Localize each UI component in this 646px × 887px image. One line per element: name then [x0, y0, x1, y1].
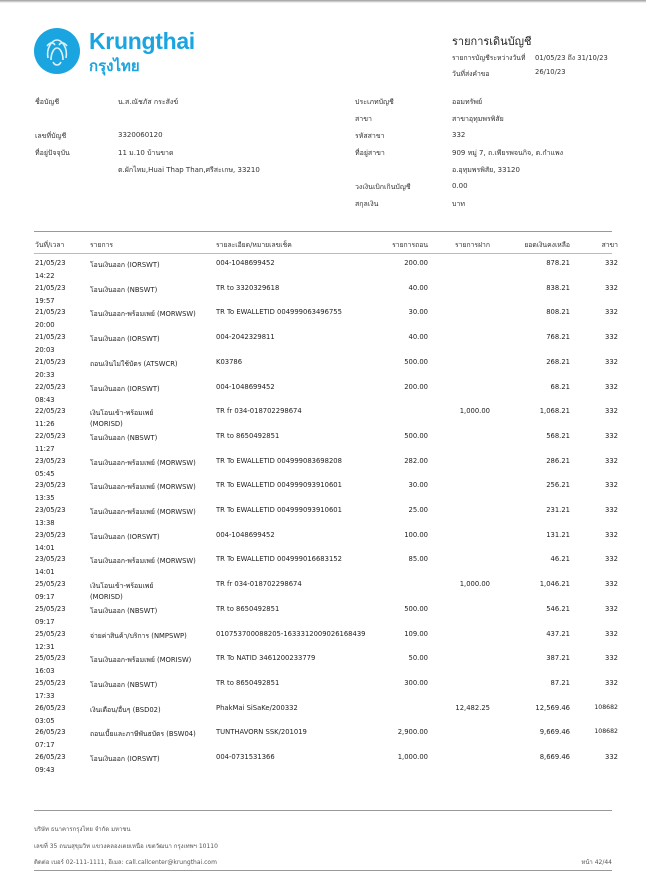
row-date: 23/05/23	[35, 555, 66, 564]
table-row	[0, 259, 646, 285]
table-row	[0, 333, 646, 359]
row-detail: TR fr 034-018702298674	[216, 407, 302, 416]
row-balance: 231.21	[546, 506, 570, 514]
table-row	[0, 531, 646, 557]
row-time: 07:17	[35, 741, 55, 750]
row-item: เงินโอนเข้า-พร้อมเพย์	[90, 409, 154, 418]
row-detail: 010753700088205-163331200902616​8439	[216, 629, 366, 638]
row-date: 21/05/23	[35, 357, 66, 366]
col-header-branch: สาขา	[601, 241, 618, 249]
row-date: 21/05/23	[35, 283, 66, 292]
row-date: 25/05/23	[35, 580, 66, 589]
overdraft-value: 0.00	[452, 182, 468, 190]
row-balance: 808.21	[546, 308, 570, 317]
row-withdraw: 50.00	[408, 654, 428, 663]
row-detail: TR To EWALLETID 004999083698208	[216, 456, 342, 465]
row-date: 23/05/23	[35, 506, 66, 514]
statement-title: รายการเดินบัญชี	[452, 35, 532, 48]
row-item: โอนเงินออก (NBSWT)	[90, 285, 158, 294]
row-detail: TR To EWALLETID 004999063496755	[216, 308, 342, 317]
row-branch: 332	[605, 654, 618, 663]
row-detail: TR fr 034-018702298674	[216, 580, 302, 589]
row-branch: 332	[605, 604, 618, 613]
row-time: 03:05	[35, 716, 55, 725]
row-detail: TR to 8650492851	[216, 431, 280, 440]
row-date: 26/05/23	[35, 753, 66, 761]
row-withdraw: 40.00	[408, 333, 428, 342]
row-detail: TR to 8650492851	[216, 678, 280, 687]
row-withdraw: 500.00	[404, 357, 428, 366]
table-top-divider	[34, 231, 612, 232]
row-date: 25/05/23	[35, 654, 66, 663]
row-item: โอนเงินออก (NBSWT)	[90, 433, 158, 442]
row-date: 23/05/23	[35, 481, 66, 490]
row-balance: 46.21	[550, 555, 570, 564]
row-item: โอนเงินออก (IORSWT)	[90, 755, 160, 763]
table-row	[0, 308, 646, 334]
row-time: 09:17	[35, 617, 55, 626]
row-balance: 878.21	[546, 259, 570, 267]
row-withdraw: 30.00	[408, 481, 428, 490]
row-date: 21/05/23	[35, 308, 66, 317]
row-item: ถอนเบี้ยและภาษีพันธบัตร (BSW04)	[90, 730, 196, 739]
table-row	[0, 284, 646, 310]
row-balance: 87.21	[550, 678, 570, 687]
footer-address: เลขที่ 35 ถนนสุขุมวิท แขวงคลองเตยเหนือ เขตวัฒนา กรุงเทพฯ 10110	[34, 843, 218, 850]
row-item: โอนเงินออก-พร้อมเพย์ (MORWSW)	[90, 483, 196, 492]
row-detail: TUNTHAVORN SSK/201019	[216, 728, 307, 737]
branch-code-label: รหัสสาขา	[355, 132, 385, 140]
row-branch: 332	[605, 308, 618, 317]
account-type-value: ออมทรัพย์	[452, 98, 483, 106]
row-withdraw: 500.00	[404, 431, 428, 440]
table-row	[0, 481, 646, 507]
row-date: 22/05/23	[35, 431, 66, 440]
row-detail: K03786	[216, 357, 243, 366]
brand-name-th: กรุงไทย	[89, 57, 140, 75]
row-balance: 256.21	[546, 481, 570, 490]
table-row	[0, 555, 646, 581]
row-item: โอนเงินออก (IORSWT)	[90, 532, 160, 541]
row-balance: 286.21	[546, 456, 570, 465]
row-balance: 387.21	[546, 654, 570, 663]
col-header-balance: ยอดเงินคงเหลือ	[524, 241, 570, 249]
row-deposit: 12,482.25	[455, 703, 490, 712]
row-time: 20:33	[35, 370, 55, 379]
period-value: 01/05/23 ถึง 31/10/23	[535, 54, 608, 62]
row-balance: 131.21	[546, 530, 570, 539]
table-row	[0, 605, 646, 631]
row-time: 09:17	[35, 593, 55, 602]
branch-value: สาขาอุทุมพรพิสัย	[452, 115, 504, 123]
row-branch: 332	[605, 382, 618, 391]
row-detail: TR To NATID 3461200233779	[216, 654, 316, 663]
row-withdraw: 300.00	[404, 678, 428, 687]
col-header-item: รายการ	[90, 241, 114, 249]
row-branch: 332	[605, 259, 618, 267]
branch-address-line1: 909 หมู่ 7, ถ.เพียรพจนกิจ, ต.กำแพง	[452, 149, 564, 157]
row-time: 19:57	[35, 296, 55, 305]
row-date: 22/05/23	[35, 407, 66, 416]
row-branch: 332	[605, 678, 618, 687]
table-row	[0, 654, 646, 680]
row-detail: PhakMai SiSaKe/200332	[216, 703, 298, 712]
account-number-value: 3320060120	[118, 131, 163, 139]
footer-company: บริษัท ธนาคารกรุงไทย จำกัด มหาชน	[34, 826, 131, 833]
row-item: จ่ายค่าสินค้า/บริการ (NMPSWP)	[90, 631, 187, 640]
branch-label: สาขา	[355, 115, 372, 123]
table-row	[0, 432, 646, 458]
row-detail: TR to 3320329618	[216, 283, 280, 292]
address-label: ที่อยู่ปัจจุบัน	[35, 149, 70, 157]
row-withdraw: 200.00	[404, 382, 428, 391]
row-item: โอนเงินออก-พร้อมเพย์ (MORWSW)	[90, 508, 196, 516]
row-withdraw: 25.00	[408, 506, 428, 514]
table-row	[0, 407, 646, 433]
row-date: 23/05/23	[35, 456, 66, 465]
address-line1: 11 ม.10 บ้านขาด	[118, 149, 174, 157]
request-date-label: วันที่ส่งคำขอ	[452, 70, 490, 78]
row-detail: 004-1048699452	[216, 530, 275, 539]
row-branch: 332	[605, 431, 618, 440]
table-row	[0, 679, 646, 705]
row-date: 26/05/23	[35, 728, 66, 737]
table-row	[0, 383, 646, 409]
row-withdraw: 200.00	[404, 259, 428, 267]
row-date: 25/05/23	[35, 629, 66, 638]
row-deposit: 1,000.00	[459, 407, 490, 416]
row-time: 08:43	[35, 395, 55, 404]
table-row	[0, 704, 646, 730]
row-balance: 268.21	[546, 357, 570, 366]
currency-label: สกุลเงิน	[355, 200, 379, 208]
page-top-edge	[0, 0, 646, 3]
row-balance: 437.21	[546, 629, 570, 638]
row-deposit: 1,000.00	[459, 580, 490, 589]
currency-value: บาท	[452, 200, 465, 208]
row-balance: 68.21	[550, 382, 570, 391]
period-label: รายการบัญชีระหว่างวันที่	[452, 54, 526, 62]
brand-name-en: Krungthai	[89, 28, 195, 54]
row-withdraw: 85.00	[408, 555, 428, 564]
row-branch: 332	[605, 629, 618, 638]
row-balance: 838.21	[546, 283, 570, 292]
page-number: หน้า 42/44	[581, 859, 612, 866]
row-branch: 108682	[594, 728, 618, 736]
row-balance: 9,669.46	[539, 728, 570, 737]
col-header-detail: รายละเอียด/หมายเลขเช็ค	[216, 241, 292, 249]
row-time: 14:22	[35, 272, 55, 280]
row-item: โอนเงินออก-พร้อมเพย์ (MORISW)	[90, 656, 192, 665]
row-item-code: (MORISD)	[90, 593, 123, 602]
row-balance: 12,569.46	[535, 703, 570, 712]
row-balance: 568.21	[546, 431, 570, 440]
row-withdraw: 100.00	[404, 530, 428, 539]
krungthai-logo-icon	[34, 28, 80, 74]
row-branch: 332	[605, 580, 618, 589]
row-item: โอนเงินออก (IORSWT)	[90, 261, 160, 269]
row-item: โอนเงินออก-พร้อมเพย์ (MORWSW)	[90, 310, 196, 319]
row-date: 21/05/23	[35, 333, 66, 342]
row-branch: 332	[605, 555, 618, 564]
row-balance: 1,068.21	[539, 407, 570, 416]
row-withdraw: 282.00	[404, 456, 428, 465]
row-date: 26/05/23	[35, 703, 66, 712]
row-date: 23/05/23	[35, 530, 66, 539]
row-branch: 332	[605, 530, 618, 539]
table-row	[0, 753, 646, 779]
account-name-label: ชื่อบัญชี	[35, 98, 60, 106]
row-withdraw: 500.00	[404, 604, 428, 613]
col-header-date: วันที่/เวลา	[35, 241, 65, 249]
row-withdraw: 30.00	[408, 308, 428, 317]
row-detail: 004-0731531366	[216, 753, 275, 761]
row-item: โอนเงินออก (IORSWT)	[90, 335, 160, 344]
branch-address-line2: อ.อุทุมพรพิสัย, 33120	[452, 166, 520, 174]
col-header-withdraw: รายการถอน	[392, 241, 428, 249]
footer-bottom-divider	[34, 870, 612, 871]
row-date: 22/05/23	[35, 382, 66, 391]
row-withdraw: 1,000.00	[397, 753, 428, 761]
row-time: 05:45	[35, 469, 55, 478]
row-branch: 332	[605, 753, 618, 761]
row-time: 14:01	[35, 568, 55, 577]
table-row	[0, 358, 646, 384]
table-header-divider	[34, 253, 612, 254]
row-branch: 332	[605, 357, 618, 366]
account-number-label: เลขที่บัญชี	[35, 132, 67, 140]
row-balance: 768.21	[546, 333, 570, 342]
row-item: ถอนเงินไม่ใช้บัตร (ATSWCR)	[90, 359, 178, 368]
row-item: เงินโอนเข้า-พร้อมเพย์	[90, 582, 154, 591]
row-balance: 546.21	[546, 604, 570, 613]
row-item: โอนเงินออก (NBSWT)	[90, 606, 158, 615]
row-item: โอนเงินออก (IORSWT)	[90, 384, 160, 393]
row-withdraw: 2,900.00	[397, 728, 428, 737]
row-item: โอนเงินออก-พร้อมเพย์ (MORWSW)	[90, 557, 196, 566]
row-balance: 1,046.21	[539, 580, 570, 589]
row-date: 21/05/23	[35, 259, 66, 267]
row-detail: TR To EWALLETID 004999093910601	[216, 481, 342, 490]
row-time: 14:01	[35, 543, 55, 552]
row-branch: 332	[605, 456, 618, 465]
overdraft-label: วงเงินเบิกเกินบัญชี	[355, 183, 411, 191]
row-time: 20:03	[35, 346, 55, 355]
row-time: 13:38	[35, 519, 55, 527]
branch-address-label: ที่อยู่สาขา	[355, 149, 385, 157]
row-withdraw: 109.00	[404, 629, 428, 638]
row-detail: 004-1048699452	[216, 259, 275, 267]
row-branch: 108682	[594, 703, 618, 711]
col-header-deposit: รายการฝาก	[455, 241, 490, 249]
table-row	[0, 728, 646, 754]
row-detail: 004-1048699452	[216, 382, 275, 391]
address-line2: ต.ผักไหม,Huai Thap Than,ศรีสะเกษ, 33210	[118, 166, 260, 174]
row-detail: TR To EWALLETID 004999093910601	[216, 506, 342, 514]
row-time: 13:35	[35, 494, 55, 503]
table-row	[0, 580, 646, 606]
row-time: 17:33	[35, 691, 55, 700]
row-withdraw: 40.00	[408, 283, 428, 292]
row-balance: 8,669.46	[539, 753, 570, 761]
row-time: 20:00	[35, 321, 55, 330]
row-time: 12:31	[35, 642, 55, 651]
table-row	[0, 506, 646, 532]
row-time: 11:26	[35, 420, 55, 429]
row-item: เงินเดือน/อื่นๆ (BSD02)	[90, 705, 161, 714]
row-detail: TR to 8650492851	[216, 604, 280, 613]
footer-contact: ติดต่อ เบอร์ 02-111-1111, อีเมล: call.callcenter@krungthai.com	[34, 859, 217, 866]
row-detail: TR To EWALLETID 004999016683152	[216, 555, 342, 564]
row-branch: 332	[605, 407, 618, 416]
account-name-value: น.ส.ณัชภัส กระสังข์	[118, 98, 179, 106]
row-time: 09:43	[35, 766, 55, 774]
row-date: 25/05/23	[35, 604, 66, 613]
row-branch: 332	[605, 481, 618, 490]
row-item: โอนเงินออก-พร้อมเพย์ (MORWSW)	[90, 458, 196, 467]
row-time: 11:27	[35, 444, 55, 453]
account-type-label: ประเภทบัญชี	[355, 98, 394, 106]
branch-code-value: 332	[452, 131, 466, 139]
row-branch: 332	[605, 333, 618, 342]
row-detail: 004-2042329811	[216, 333, 275, 342]
row-time: 16:03	[35, 667, 55, 676]
row-item: โอนเงินออก (NBSWT)	[90, 680, 158, 689]
request-date-value: 26/10/23	[535, 68, 566, 76]
table-row	[0, 630, 646, 656]
footer-top-divider	[34, 810, 612, 811]
row-date: 25/05/23	[35, 678, 66, 687]
row-item-code: (MORISD)	[90, 420, 123, 429]
row-branch: 332	[605, 283, 618, 292]
table-row	[0, 457, 646, 483]
row-branch: 332	[605, 506, 618, 514]
